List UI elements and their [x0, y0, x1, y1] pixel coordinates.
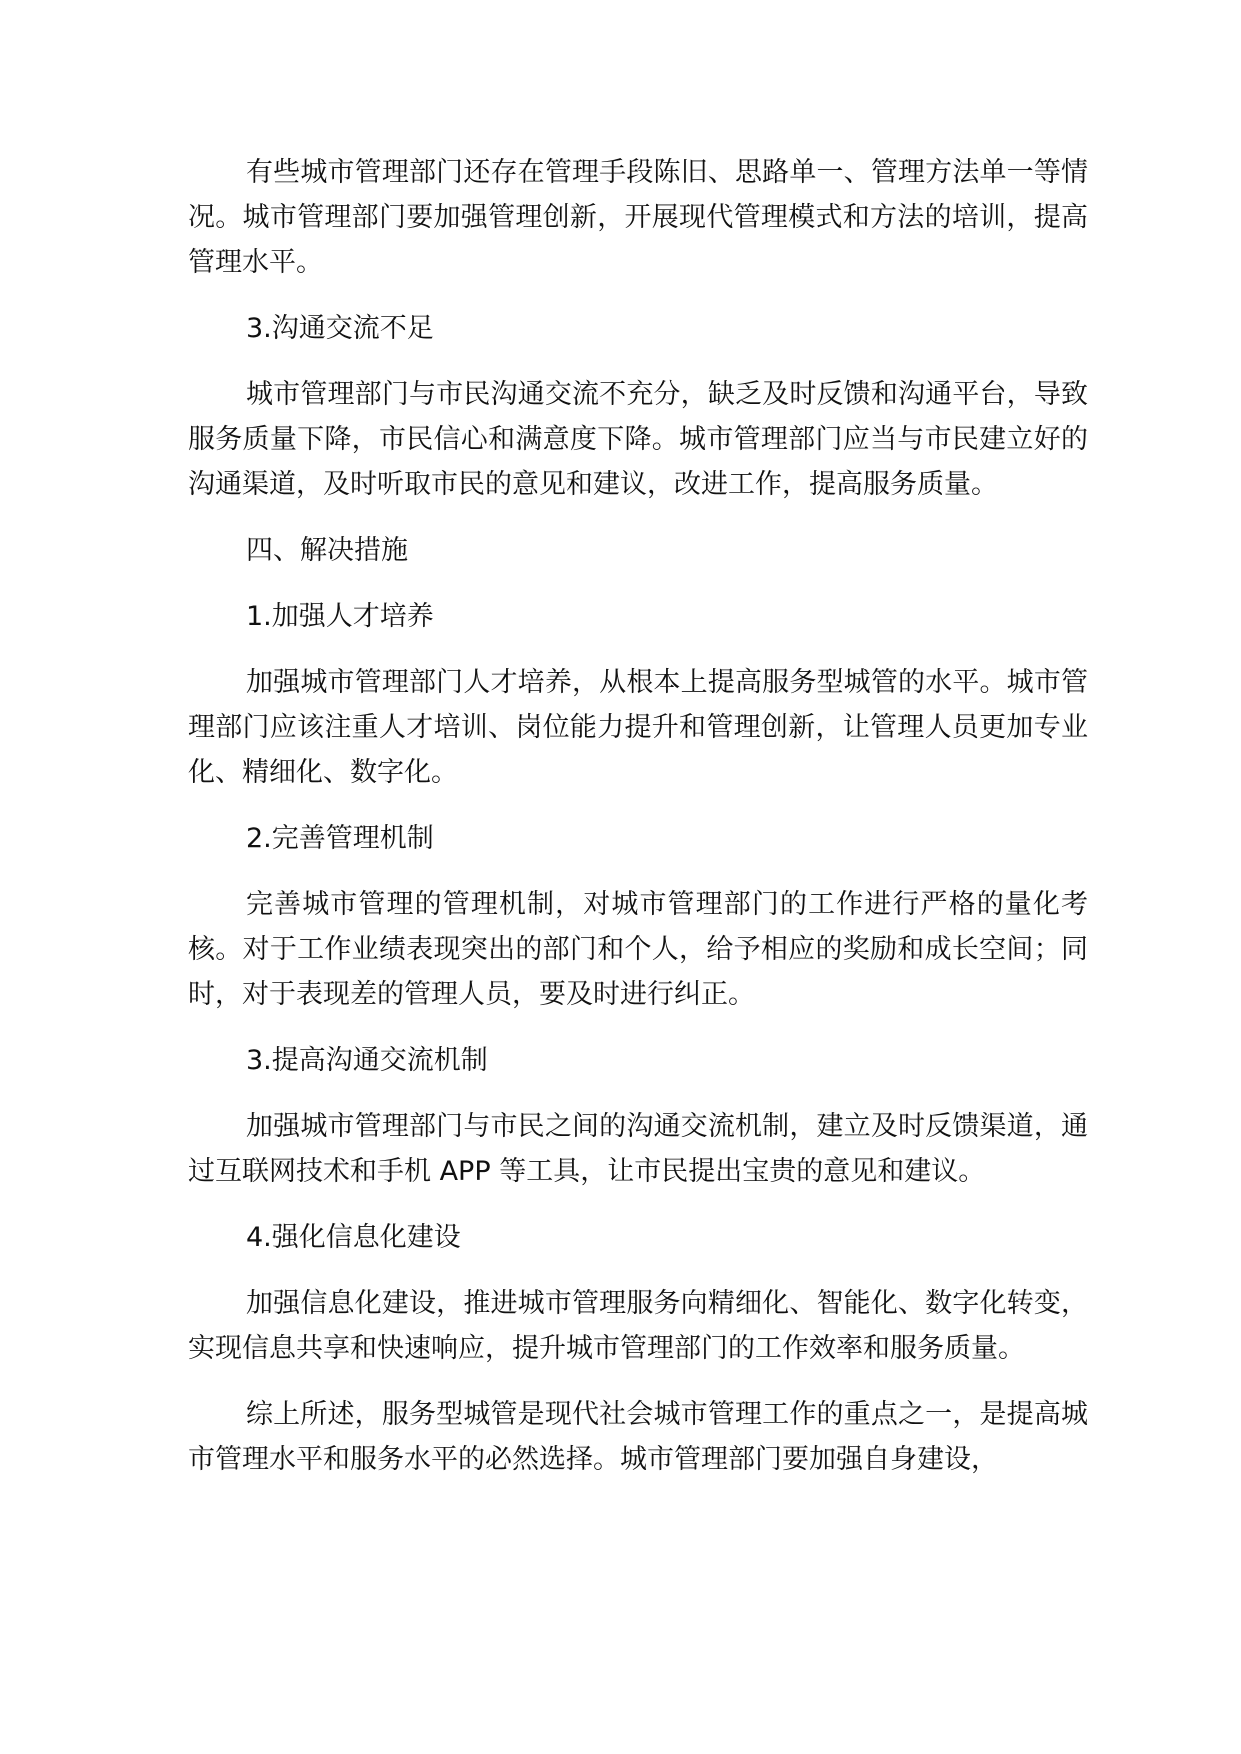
heading-communication-mechanism: 3.提高沟通交流机制: [246, 1045, 488, 1076]
heading-management-mechanism: 2.完善管理机制: [246, 823, 434, 854]
paragraph-communication-issue: 城市管理部门与市民沟通交流不充分，缺乏及时反馈和沟通平台，导致服务质量下降，市民信心和满意度下降。城市管理部门应当与市民建立好的沟通渠道，及时听取市民的意见和建议，改进工作，提高服务质量。: [188, 379, 1088, 500]
heading-insufficient-communication: 3.沟通交流不足: [246, 313, 434, 344]
heading-talent-training: 1.加强人才培养: [246, 601, 434, 632]
paragraph-conclusion: 综上所述，服务型城管是现代社会城市管理工作的重点之一，是提高城市管理水平和服务水平的必然选择。城市管理部门要加强自身建设，: [188, 1399, 1088, 1475]
paragraph-management-mechanism: 完善城市管理的管理机制，对城市管理部门的工作进行严格的量化考核。对于工作业绩表现突出的部门和个人，给予相应的奖励和成长空间；同时，对于表现差的管理人员，要及时进行纠正。: [188, 889, 1088, 1010]
heading-informatization: 4.强化信息化建设: [246, 1222, 461, 1253]
paragraph-informatization: 加强信息化建设，推进城市管理服务向精细化、智能化、数字化转变，实现信息共享和快速响应，提升城市管理部门的工作效率和服务质量。: [188, 1288, 1088, 1364]
paragraph-talent-training: 加强城市管理部门人才培养，从根本上提高服务型城管的水平。城市管理部门应该注重人才培训、岗位能力提升和管理创新，让管理人员更加专业化、精细化、数字化。: [188, 667, 1088, 788]
document-page: [188, 150, 1088, 1503]
paragraph-management-innovation: 有些城市管理部门还存在管理手段陈旧、思路单一、管理方法单一等情况。城市管理部门要加强管理创新，开展现代管理模式和方法的培训，提高管理水平。: [188, 157, 1088, 278]
paragraph-communication-mechanism: 加强城市管理部门与市民之间的沟通交流机制，建立及时反馈渠道，通过互联网技术和手机 APP 等工具，让市民提出宝贵的意见和建议。: [188, 1111, 1088, 1187]
heading-solutions: 四、解决措施: [246, 535, 408, 566]
